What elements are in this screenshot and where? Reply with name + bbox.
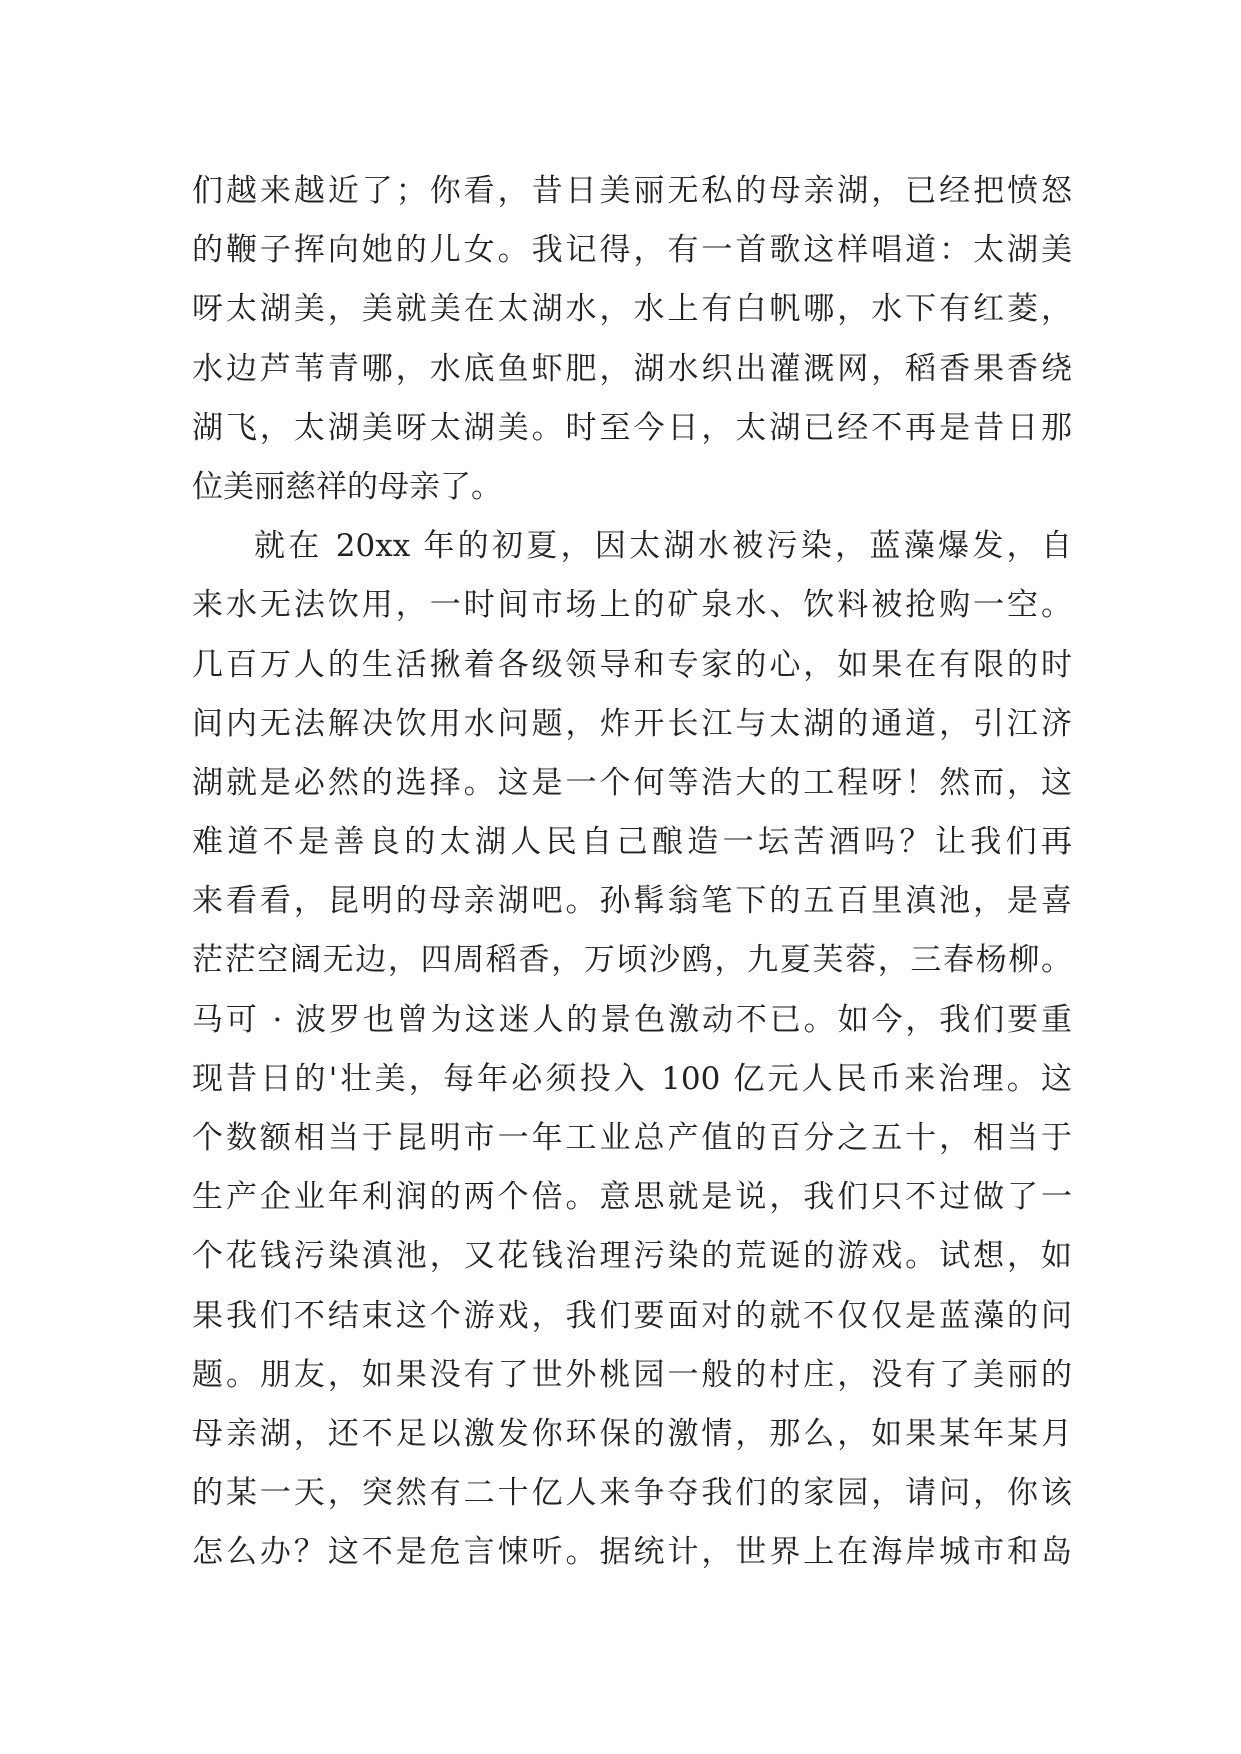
body-text	[192, 162, 1072, 1583]
text-line: 的某一天，突然有二十亿人来争夺我们的家园，请问，你该	[192, 1475, 1072, 1512]
text-line: 马可 · 波罗也曾为这迷人的景色激动不已。如今，我们要重	[192, 1001, 1072, 1038]
text-line: 湖就是必然的选择。这是一个何等浩大的工程呀！然而，这	[192, 764, 1072, 801]
text-line: 位美丽慈祥的母亲了。	[192, 468, 502, 505]
text-line: 来看看，昆明的母亲湖吧。孙髯翁笔下的五百里滇池，是喜	[192, 883, 1072, 920]
text-line: 现昔日的'壮美，每年必须投入 100 亿元人民币来治理。这	[192, 1060, 1072, 1097]
text-line: 个花钱污染滇池，又花钱治理污染的荒诞的游戏。试想，如	[192, 1238, 1072, 1275]
text-line: 题。朋友，如果没有了世外桃园一般的村庄，没有了美丽的	[192, 1356, 1072, 1393]
text-line: 个数额相当于昆明市一年工业总产值的百分之五十，相当于	[192, 1120, 1072, 1156]
text-line: 茫茫空阔无边，四周稻香，万顷沙鸥，九夏芙蓉，三春杨柳。	[192, 942, 1072, 979]
text-line: 几百万人的生活揪着各级领导和专家的心，如果在有限的时	[192, 646, 1072, 683]
text-line: 湖飞，太湖美呀太湖美。时至今日，太湖已经不再是昔日那	[192, 409, 1072, 446]
text-line: 间内无法解决饮用水问题，炸开长江与太湖的通道，引江济	[192, 705, 1072, 742]
text-line: 母亲湖，还不足以激发你环保的激情，那么，如果某年某月	[192, 1415, 1072, 1452]
text-line: 来水无法饮用，一时间市场上的矿泉水、饮料被抢购一空。	[192, 587, 1072, 624]
text-line: 生产企业年利润的两个倍。意思就是说，我们只不过做了一	[192, 1179, 1072, 1216]
text-line: 呀太湖美，美就美在太湖水，水上有白帆哪，水下有红菱，	[192, 291, 1072, 328]
text-line: 果我们不结束这个游戏，我们要面对的就不仅仅是蓝藻的问	[192, 1297, 1072, 1334]
text-line: 难道不是善良的太湖人民自己酿造一坛苦酒吗？让我们再	[192, 824, 1072, 861]
text-line: 怎么办？这不是危言悚听。据统计，世界上在海岸城市和岛	[192, 1534, 1072, 1571]
text-line: 就在 20xx 年的初夏，因太湖水被污染，蓝藻爆发，自	[254, 528, 1072, 565]
text-line: 的鞭子挥向她的儿女。我记得，有一首歌这样唱道：太湖美	[192, 232, 1072, 269]
text-line: 们越来越近了；你看，昔日美丽无私的母亲湖，已经把愤怒	[192, 173, 1072, 209]
text-line: 水边芦苇青哪，水底鱼虾肥，湖水织出灌溉网，稻香果香绕	[192, 350, 1072, 387]
